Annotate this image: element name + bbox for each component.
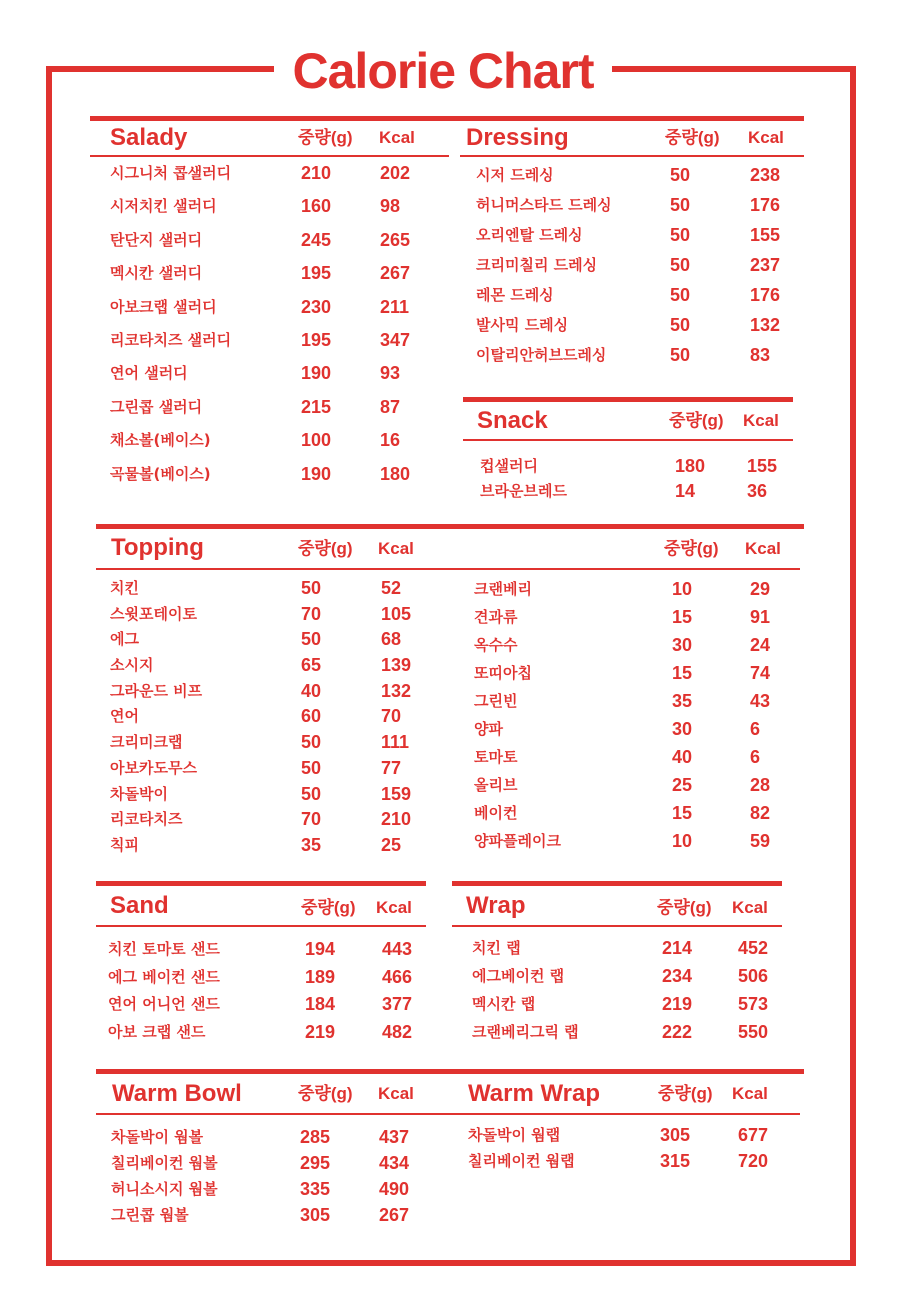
item-kcal: 237 (750, 255, 781, 275)
item-weight: 195 (301, 263, 332, 284)
section-warm-bowl (96, 1069, 456, 1239)
item-kcal: 210 (381, 809, 412, 830)
item-kcal: 25 (381, 834, 402, 855)
item-name: 허니머스타드 드레싱 (476, 196, 612, 214)
item-kcal: 59 (750, 831, 771, 851)
list-item (460, 690, 800, 718)
list-item (456, 1124, 804, 1150)
item-kcal: 82 (750, 803, 771, 823)
item-kcal: 238 (750, 165, 781, 185)
item-weight: 40 (301, 680, 322, 701)
item-weight: 335 (300, 1179, 331, 1199)
list-item (460, 194, 804, 224)
section-header-rule (452, 925, 782, 927)
item-name: 발사믹 드레싱 (476, 316, 569, 334)
item-weight: 285 (300, 1127, 331, 1147)
item-name: 올리브 (474, 776, 518, 794)
list-item (96, 1126, 456, 1152)
item-kcal: 132 (750, 315, 781, 335)
list-item (452, 1021, 782, 1049)
item-name: 견과류 (474, 608, 518, 626)
list-item (452, 937, 782, 965)
item-name: 레몬 드레싱 (476, 286, 554, 304)
item-weight: 70 (301, 603, 322, 624)
page-title: Calorie Chart (292, 43, 594, 99)
item-kcal: 267 (380, 263, 411, 284)
item-kcal: 437 (379, 1127, 410, 1147)
item-name: 오리엔탈 드레싱 (476, 226, 583, 244)
item-name: 멕시칸 샐러디 (110, 264, 203, 283)
item-name: 베이컨 (474, 804, 518, 822)
item-name: 크랜베리그릭 랩 (472, 1023, 579, 1041)
section-header-rule (96, 1113, 456, 1115)
section-dressing (460, 116, 804, 376)
section-top-rule (96, 881, 426, 886)
item-kcal: 482 (382, 1021, 413, 1042)
item-kcal: 70 (381, 706, 402, 727)
list-item (96, 966, 426, 994)
section-title: Warm Wrap (468, 1080, 601, 1107)
item-name: 탄단지 샐러디 (110, 230, 203, 249)
item-weight: 15 (672, 607, 693, 627)
item-kcal: 677 (738, 1125, 769, 1145)
item-weight: 219 (662, 994, 693, 1014)
item-kcal: 434 (379, 1153, 410, 1173)
item-kcal: 29 (750, 579, 771, 599)
list-item (463, 480, 793, 505)
item-weight: 50 (670, 315, 691, 335)
item-weight: 10 (672, 579, 693, 599)
item-kcal: 176 (750, 195, 781, 215)
list-item (460, 662, 800, 690)
item-kcal: 452 (738, 938, 769, 958)
item-name: 시저 드레싱 (476, 166, 554, 184)
item-list (452, 937, 782, 1049)
kcal-header: Kcal (376, 898, 412, 917)
section-top-rule (96, 1069, 456, 1074)
item-weight: 50 (670, 255, 691, 275)
section-title: Sand (110, 892, 169, 919)
item-name: 차돌박이 (110, 784, 168, 803)
item-name: 에그 베이컨 샌드 (108, 967, 220, 986)
item-name: 에그베이컨 랩 (472, 967, 565, 985)
item-weight: 190 (301, 363, 332, 384)
list-item (460, 224, 804, 254)
section-title: Warm Bowl (112, 1080, 242, 1107)
item-name: 채소볼(베이스) (110, 431, 211, 450)
list-item (460, 578, 800, 606)
item-name: 칠리베이컨 웜랩 (468, 1152, 575, 1170)
item-name: 연어 샐러디 (110, 364, 188, 383)
item-kcal: 105 (381, 603, 412, 624)
section-title: Wrap (466, 892, 526, 919)
item-kcal: 132 (381, 680, 412, 701)
section-top-rule (452, 881, 782, 886)
item-name: 그린콥 샐러디 (110, 397, 203, 416)
item-weight: 210 (301, 163, 332, 183)
section-header-rule (460, 155, 804, 157)
item-kcal: 98 (380, 196, 401, 217)
kcal-header-2: Kcal (745, 539, 781, 558)
weight-header: 중량(g) (669, 411, 724, 430)
item-name: 컵샐러디 (480, 457, 538, 475)
item-weight: 215 (301, 396, 332, 417)
item-weight: 234 (662, 966, 693, 986)
weight-header: 중량(g) (298, 1084, 353, 1103)
item-weight: 70 (301, 809, 322, 830)
item-kcal: 28 (750, 775, 771, 795)
item-list (96, 1126, 456, 1230)
item-kcal: 111 (381, 732, 410, 753)
item-weight: 50 (301, 757, 322, 778)
item-weight: 305 (300, 1205, 331, 1225)
item-name: 리코타치즈 (110, 810, 183, 829)
list-item (460, 284, 804, 314)
item-kcal: 6 (750, 747, 761, 767)
item-name: 옥수수 (474, 636, 518, 654)
item-name: 이탈리안허브드레싱 (476, 346, 607, 364)
item-weight: 50 (301, 578, 322, 598)
item-weight: 50 (301, 783, 322, 804)
weight-header-2: 중량(g) (664, 539, 719, 558)
item-name: 치킨 랩 (472, 939, 521, 957)
list-item (456, 1150, 804, 1176)
item-kcal: 16 (380, 430, 401, 451)
kcal-header: Kcal (748, 128, 784, 147)
kcal-header: Kcal (732, 898, 768, 917)
item-name: 칠리베이컨 웜볼 (111, 1154, 218, 1172)
list-item (460, 830, 800, 858)
item-weight: 25 (672, 775, 693, 795)
kcal-header: Kcal (732, 1084, 768, 1103)
item-weight: 295 (300, 1153, 331, 1173)
item-weight: 35 (301, 834, 322, 855)
list-item (460, 344, 804, 374)
item-kcal: 24 (750, 635, 771, 655)
item-kcal: 211 (380, 296, 410, 317)
item-name: 양파플레이크 (474, 832, 561, 850)
section-header-rule (456, 1113, 800, 1115)
item-name: 아보크랩 샐러디 (110, 297, 217, 316)
item-weight: 219 (305, 1021, 336, 1042)
weight-header: 중량(g) (298, 128, 353, 147)
item-kcal: 550 (738, 1022, 769, 1042)
item-weight: 222 (662, 1022, 693, 1042)
section-sand (96, 881, 426, 1051)
item-name: 아보 크랩 샌드 (108, 1022, 206, 1041)
weight-header: 중량(g) (301, 898, 356, 917)
section-title: Salady (110, 124, 188, 151)
item-list (460, 578, 800, 858)
item-kcal: 36 (747, 481, 768, 501)
item-list (96, 938, 426, 1048)
item-name: 곡물볼(베이스) (110, 464, 211, 483)
item-weight: 194 (305, 939, 336, 959)
weight-header: 중량(g) (658, 1084, 713, 1103)
item-weight: 315 (660, 1151, 691, 1171)
item-name: 그라운드 비프 (110, 681, 203, 700)
item-kcal: 176 (750, 285, 781, 305)
list-item (460, 606, 800, 634)
item-kcal: 52 (381, 578, 402, 598)
item-weight: 50 (670, 165, 691, 185)
weight-header: 중량(g) (298, 539, 353, 558)
list-item (96, 993, 426, 1021)
section-snack (463, 397, 793, 507)
item-kcal: 74 (750, 663, 771, 683)
item-weight: 50 (670, 345, 691, 365)
item-weight: 195 (301, 329, 332, 350)
item-name: 스윗포테이토 (110, 604, 197, 623)
item-name: 브라운브레드 (480, 482, 567, 500)
list-item (96, 938, 426, 966)
item-weight: 230 (301, 296, 332, 317)
item-weight: 245 (301, 229, 332, 250)
item-name: 아보카도무스 (110, 758, 197, 777)
item-name: 크리미크랩 (110, 733, 183, 752)
item-name: 칙피 (110, 835, 139, 854)
section-title: Snack (477, 407, 548, 434)
item-kcal: 490 (379, 1179, 410, 1199)
item-kcal: 77 (381, 757, 402, 778)
item-name: 치킨 토마토 샌드 (108, 940, 220, 958)
item-name: 소시지 (110, 656, 154, 675)
item-kcal: 720 (738, 1151, 769, 1171)
item-name: 멕시칸 랩 (472, 995, 536, 1013)
item-kcal: 573 (738, 994, 769, 1014)
item-kcal: 159 (381, 783, 412, 804)
weight-header: 중량(g) (665, 128, 720, 147)
item-weight: 35 (672, 691, 693, 711)
item-kcal: 443 (382, 939, 413, 959)
section-title: Dressing (466, 124, 569, 151)
kcal-header: Kcal (379, 128, 415, 147)
section-top-rule (463, 397, 793, 402)
item-weight: 50 (301, 629, 322, 650)
item-weight: 30 (672, 635, 693, 655)
item-kcal: 139 (381, 655, 412, 676)
list-item (460, 774, 800, 802)
section-warm-wrap (456, 1069, 804, 1199)
item-name: 크리미칠리 드레싱 (476, 256, 598, 274)
item-kcal: 265 (380, 229, 411, 250)
item-name: 에그 (110, 630, 139, 649)
item-kcal: 180 (380, 463, 411, 484)
list-item (460, 718, 800, 746)
item-weight: 160 (301, 196, 332, 217)
item-kcal: 68 (381, 629, 402, 650)
kcal-header: Kcal (743, 411, 779, 430)
item-kcal: 267 (379, 1205, 410, 1225)
item-list (463, 455, 793, 505)
list-item (460, 314, 804, 344)
item-weight: 184 (305, 994, 336, 1015)
section-header-rule (90, 155, 449, 157)
item-name: 그린빈 (474, 692, 518, 710)
weight-header: 중량(g) (657, 898, 712, 917)
item-kcal: 155 (747, 456, 778, 476)
item-name: 허니소시지 웜볼 (111, 1180, 218, 1198)
item-kcal: 83 (750, 345, 771, 365)
item-kcal: 506 (738, 966, 769, 986)
item-kcal: 93 (380, 363, 401, 384)
item-weight: 189 (305, 966, 336, 987)
item-name: 또띠아칩 (474, 664, 532, 682)
item-weight: 305 (660, 1125, 691, 1145)
item-weight: 65 (301, 655, 322, 676)
item-weight: 60 (301, 706, 322, 727)
list-item (96, 1021, 426, 1049)
item-weight: 15 (672, 663, 693, 683)
item-weight: 100 (301, 430, 332, 451)
item-weight: 50 (670, 285, 691, 305)
item-name: 차돌박이 웜랩 (468, 1126, 561, 1144)
item-kcal: 347 (380, 329, 411, 350)
item-name: 크랜베리 (474, 580, 532, 598)
item-name: 연어 어니언 샌드 (108, 995, 220, 1014)
item-weight: 10 (672, 831, 693, 851)
item-list (460, 164, 804, 374)
item-weight: 30 (672, 719, 693, 739)
list-item (452, 993, 782, 1021)
list-item (463, 455, 793, 480)
list-item (460, 802, 800, 830)
list-item (96, 1152, 456, 1178)
kcal-header: Kcal (378, 539, 414, 558)
item-kcal: 6 (750, 719, 761, 739)
item-kcal: 87 (380, 396, 401, 417)
item-name: 토마토 (474, 748, 518, 766)
item-weight: 50 (670, 195, 691, 215)
item-kcal: 43 (750, 691, 771, 711)
list-item (452, 965, 782, 993)
item-weight: 14 (675, 481, 696, 501)
list-item (460, 746, 800, 774)
section-title: Topping (111, 534, 204, 561)
item-kcal: 202 (380, 163, 411, 183)
item-name: 치킨 (110, 579, 139, 597)
kcal-header: Kcal (378, 1084, 414, 1103)
list-item (460, 634, 800, 662)
item-weight: 50 (301, 732, 322, 753)
item-kcal: 91 (750, 607, 771, 627)
section-topping-continued (460, 524, 800, 864)
item-name: 양파 (474, 720, 503, 738)
item-kcal: 377 (382, 994, 413, 1015)
item-list (456, 1124, 804, 1176)
list-item (96, 1204, 456, 1230)
item-name: 시그니처 콥샐러디 (110, 164, 232, 182)
section-header-rule (96, 925, 426, 927)
item-weight: 214 (662, 938, 693, 958)
item-weight: 190 (301, 463, 332, 484)
section-top-rule (456, 1069, 804, 1074)
list-item (96, 1178, 456, 1204)
list-item (460, 254, 804, 284)
item-name: 연어 (110, 707, 139, 726)
item-name: 차돌박이 웜볼 (111, 1128, 204, 1146)
item-weight: 50 (670, 225, 691, 245)
section-header-rule (463, 439, 793, 441)
item-name: 리코타치즈 샐러디 (110, 330, 232, 349)
item-weight: 15 (672, 803, 693, 823)
list-item (460, 164, 804, 194)
item-weight: 180 (675, 456, 706, 476)
item-kcal: 466 (382, 966, 413, 987)
item-name: 시저치킨 샐러디 (110, 197, 217, 216)
item-weight: 40 (672, 747, 693, 767)
section-wrap (452, 881, 782, 1051)
item-name: 그린콥 웜볼 (111, 1206, 189, 1224)
item-kcal: 155 (750, 225, 781, 245)
